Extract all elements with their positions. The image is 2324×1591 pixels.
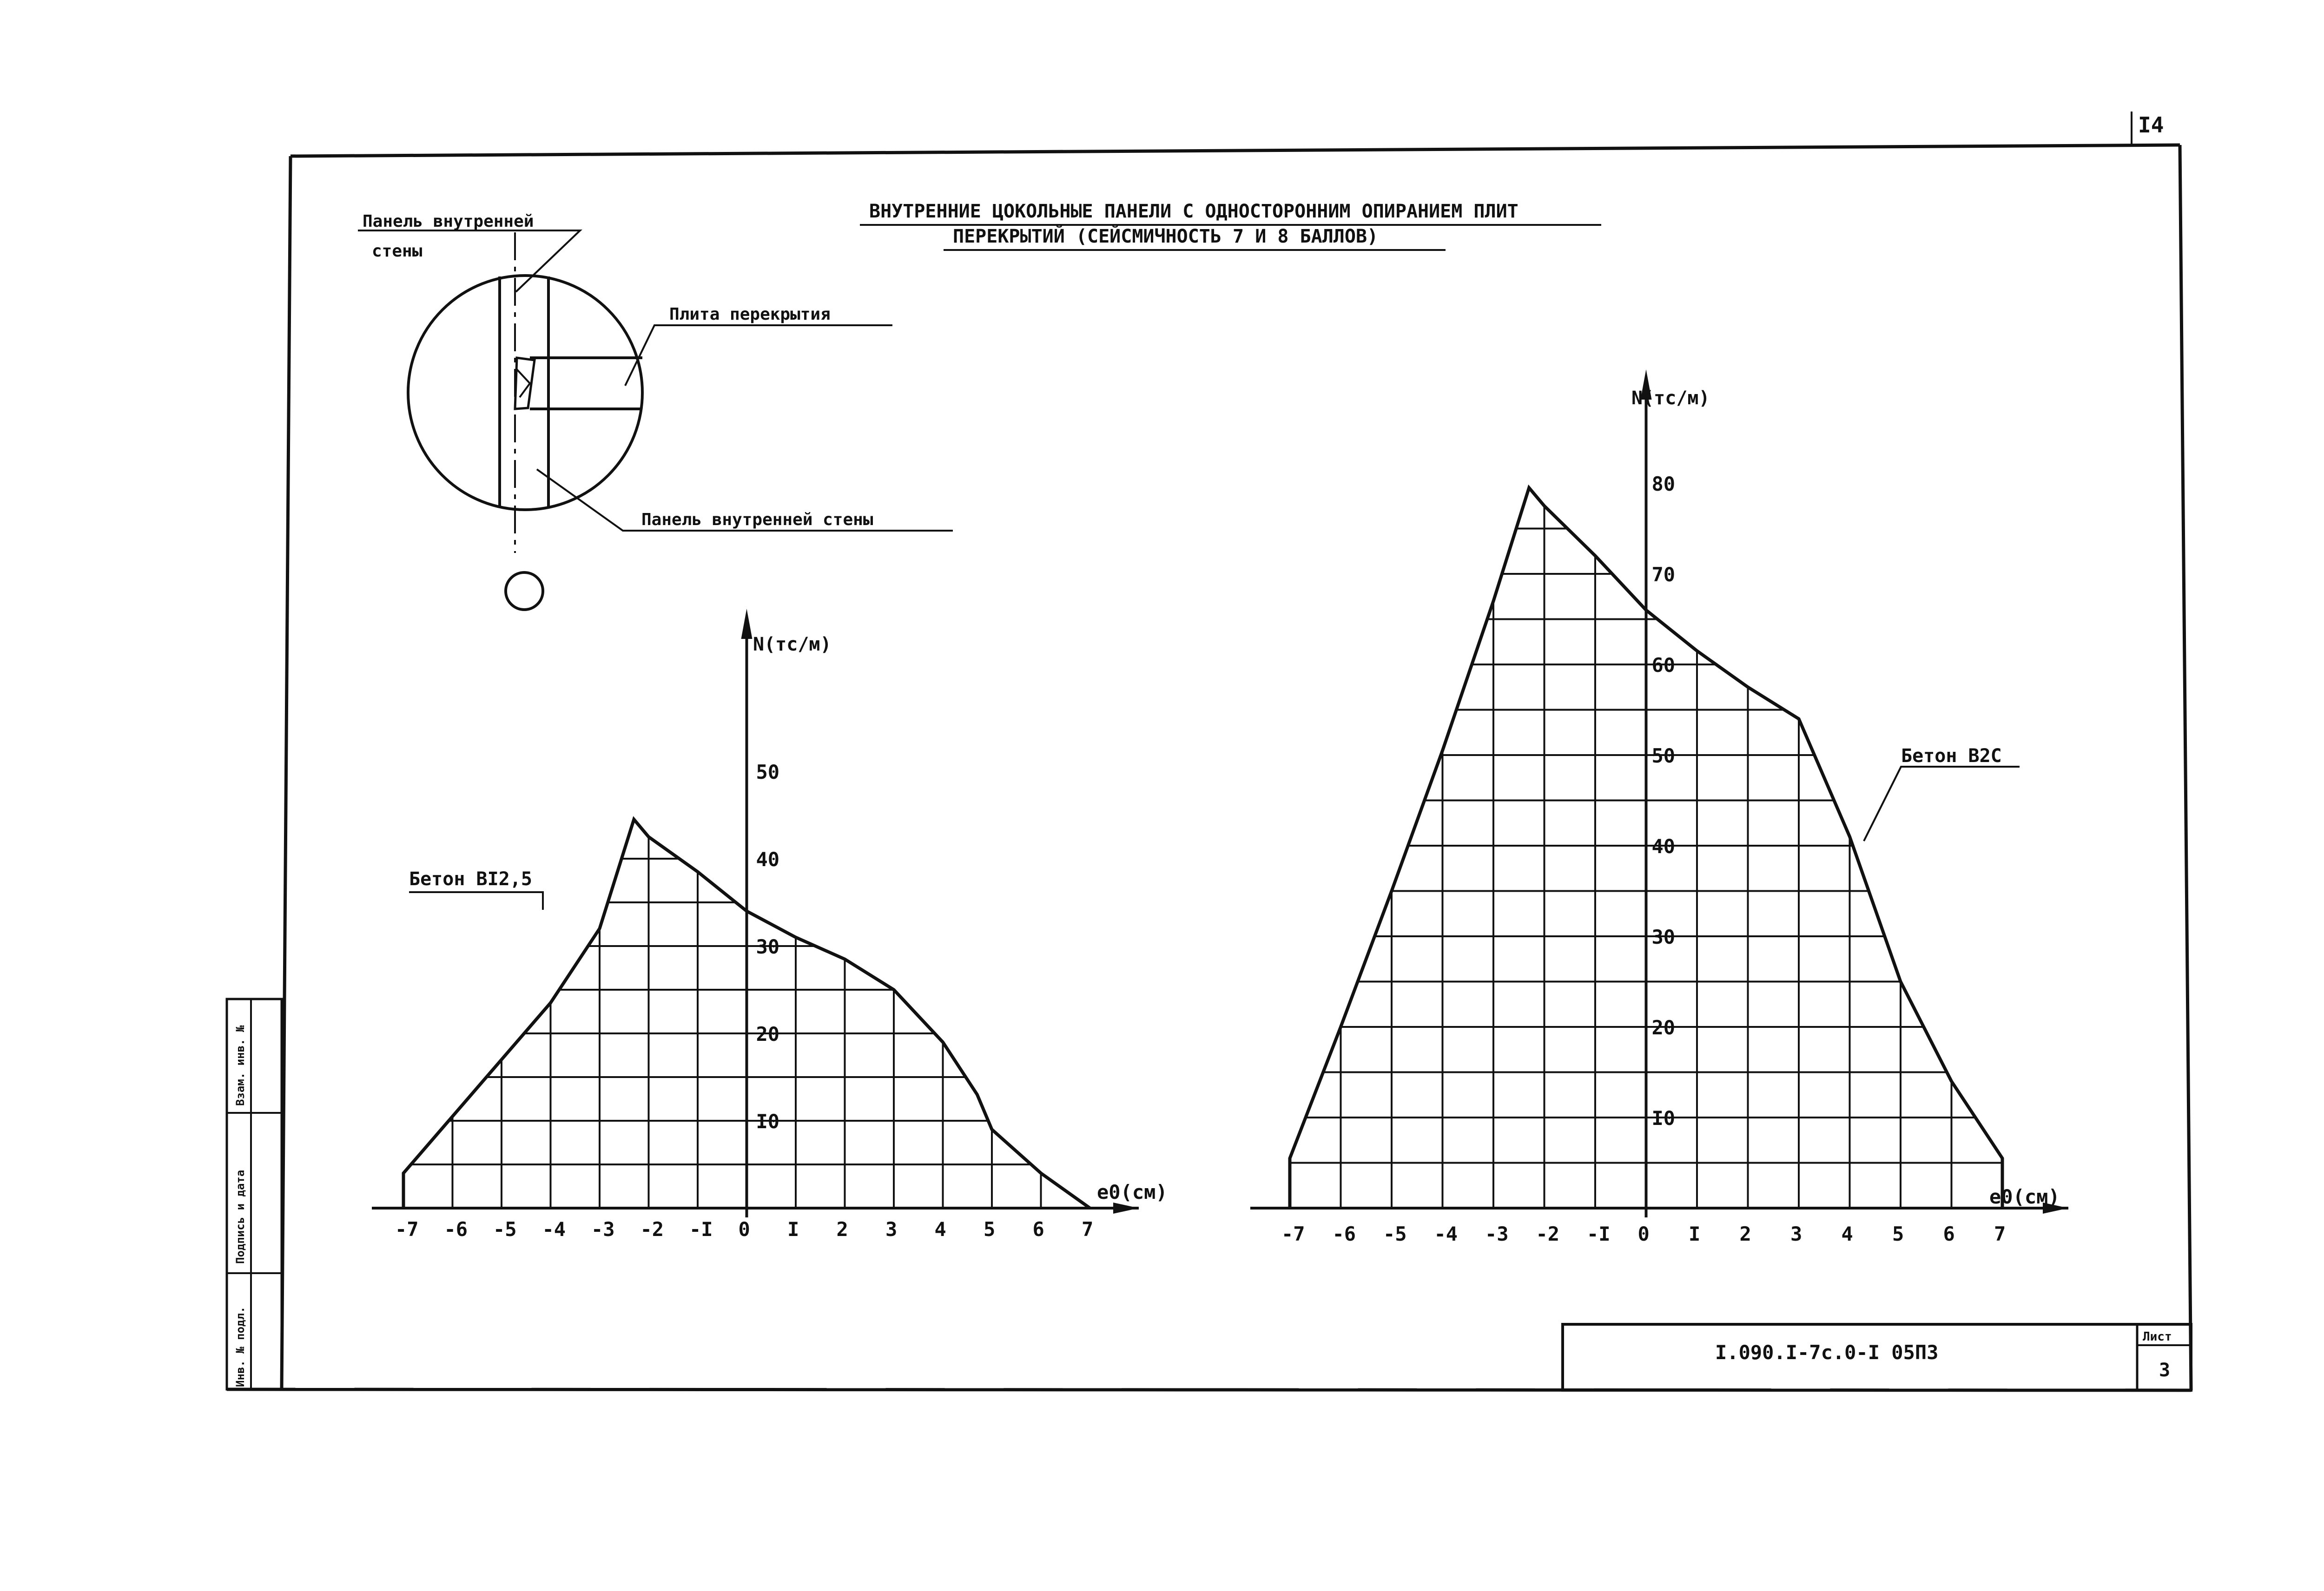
- x-tick-label: -4: [542, 1218, 566, 1241]
- x-tick-label: -2: [640, 1218, 664, 1241]
- x-tick-label: -5: [493, 1218, 517, 1241]
- x-tick-label: -6: [444, 1218, 468, 1241]
- y-tick-label: 20: [756, 1023, 780, 1045]
- series-label-leader: [409, 892, 543, 910]
- y-tick-label: 20: [1651, 1016, 1676, 1039]
- stamp-column: [227, 999, 282, 1389]
- x-tick-label: -5: [1383, 1223, 1407, 1245]
- series-label: Бетон B2C: [1901, 745, 2002, 767]
- detail-leaders: [358, 230, 953, 531]
- x-tick-label: 3: [885, 1218, 898, 1241]
- x-axis-arrow: [1113, 1203, 1139, 1214]
- x-tick-label: 6: [1943, 1223, 1955, 1245]
- x-axis-label: e0(см): [1989, 1185, 2060, 1208]
- x-tick-label: 5: [984, 1218, 996, 1241]
- document-code: I.090.I-7c.0-I 05ПЗ: [1715, 1341, 1939, 1364]
- sheet-number: 3: [2159, 1360, 2171, 1381]
- y-tick-label: 40: [1651, 835, 1676, 858]
- x-tick-label: -3: [1485, 1223, 1509, 1245]
- x-tick-label: 4: [934, 1218, 946, 1241]
- x-axis-label: e0(см): [1097, 1181, 1168, 1203]
- y-tick-label: 80: [1651, 473, 1676, 495]
- page-number: I4: [2138, 112, 2164, 138]
- x-tick-label: I: [1689, 1223, 1701, 1245]
- stamp-label-inv: Инв. № подл.: [234, 1306, 247, 1387]
- stamp-label-sign: Подпись и дата: [234, 1170, 247, 1264]
- sheet-frame: [227, 112, 2191, 1390]
- y-tick-label: 70: [1651, 563, 1676, 586]
- node-detail: [408, 232, 642, 610]
- label-slab: Плита перекрытия: [669, 305, 831, 324]
- y-tick-label: 30: [756, 935, 780, 958]
- x-tick-label: I: [787, 1218, 799, 1241]
- x-tick-label: -6: [1332, 1223, 1356, 1245]
- x-tick-label: 3: [1790, 1223, 1802, 1245]
- x-tick-label: -2: [1536, 1223, 1560, 1245]
- chart-beton-b20: [1250, 369, 2068, 1245]
- x-tick-label: 4: [1841, 1223, 1853, 1245]
- y-tick-label: 30: [1651, 926, 1676, 948]
- x-tick-label: -7: [1281, 1223, 1305, 1245]
- x-tick-label: 7: [1082, 1218, 1094, 1241]
- x-tick-label: -I: [1587, 1223, 1611, 1245]
- x-tick-label: -7: [395, 1218, 419, 1241]
- y-axis-label: N(тс/м): [1631, 388, 1710, 409]
- y-tick-label: 60: [1651, 654, 1676, 677]
- y-axis-label: N(тс/м): [753, 634, 832, 655]
- x-tick-label: 6: [1032, 1218, 1044, 1241]
- y-tick-label: 40: [756, 848, 780, 871]
- title-line-1: ВНУТРЕННИЕ ЦОКОЛЬНЫЕ ПАНЕЛИ С ОДНОСТОРОННИМ ОПИРАНИЕМ ПЛИТ: [869, 201, 1519, 222]
- x-tick-label: 5: [1892, 1223, 1904, 1245]
- x-tick-label: -3: [591, 1218, 615, 1241]
- x-tick-label: 2: [836, 1218, 848, 1241]
- series-label: Бетон BI2,5: [409, 868, 532, 890]
- x-tick-label: -4: [1434, 1223, 1458, 1245]
- label-panel-top: Панель внутренней: [363, 212, 534, 231]
- y-tick-label: 50: [1651, 744, 1676, 767]
- y-axis-arrow: [741, 609, 753, 639]
- chart-beton-b12-5: [372, 609, 1168, 1241]
- sheet-label: Лист: [2143, 1330, 2172, 1344]
- y-tick-label: I0: [756, 1110, 780, 1133]
- label-panel-top-2: стены: [372, 242, 423, 261]
- y-tick-label: 50: [756, 761, 780, 783]
- x-tick-label: -I: [689, 1218, 713, 1241]
- stamp-label-replace: Взам. инв. №: [234, 1025, 247, 1106]
- series-label-leader: [1864, 767, 2020, 841]
- y-tick-label: I0: [1651, 1107, 1676, 1130]
- x-tick-label: 2: [1739, 1223, 1751, 1245]
- x-tick-label: 7: [1994, 1223, 2006, 1245]
- title-line-2: ПЕРЕКРЫТИЙ (СЕЙСМИЧНОСТЬ 7 И 8 БАЛЛОВ): [953, 226, 1379, 247]
- x-tick-label: 0: [738, 1218, 750, 1241]
- label-panel-bottom: Панель внутренней стены: [641, 510, 873, 529]
- x-tick-label: 0: [1637, 1223, 1650, 1245]
